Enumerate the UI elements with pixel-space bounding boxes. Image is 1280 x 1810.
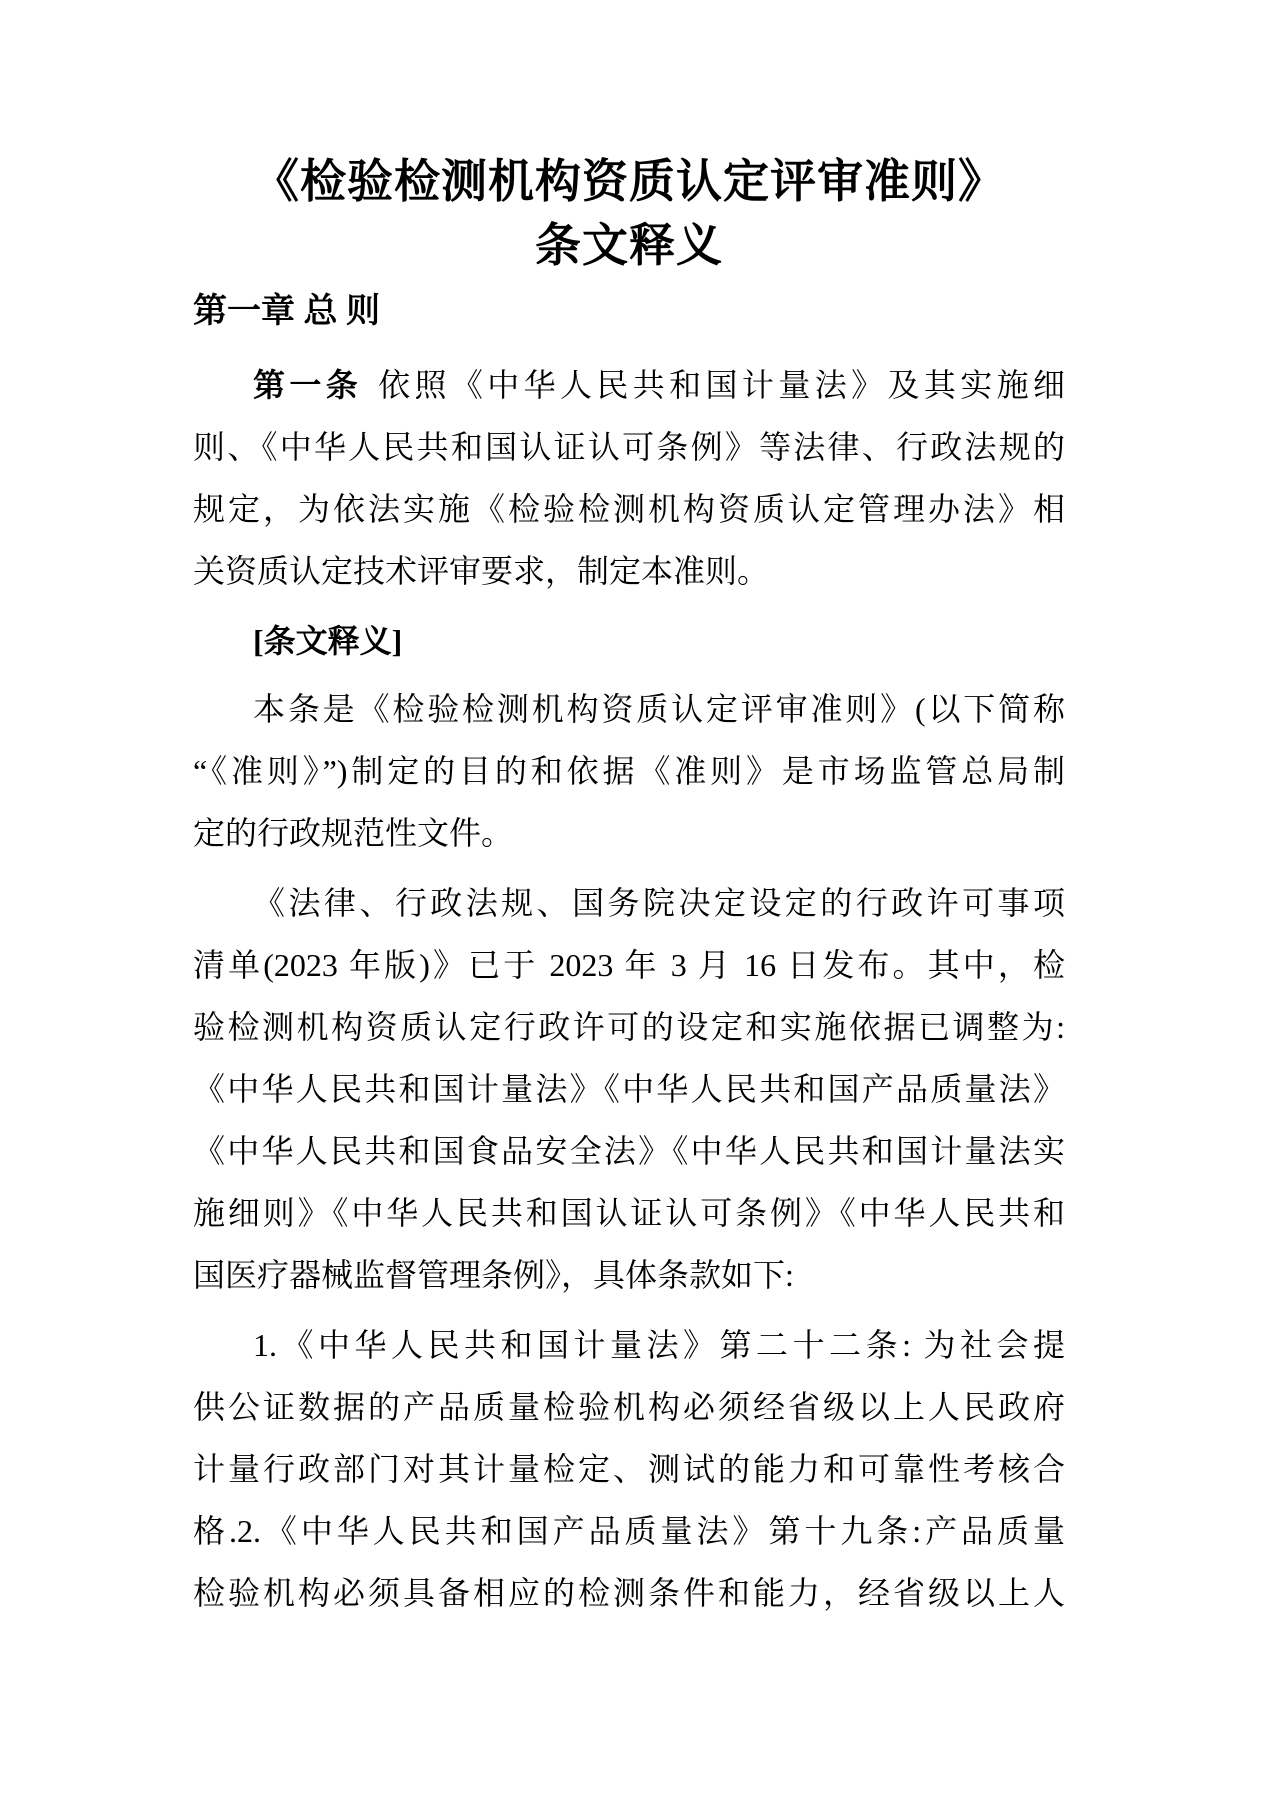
paragraph-specific-clauses (193, 1314, 1065, 1624)
text-line: 计量行政部门对其计量检定、测试的能力和可靠性考核合 (193, 1451, 1065, 1487)
text-line: “《准则》”)制定的目的和依据《准则》是市场监管总局制 (193, 753, 1065, 789)
text-line: 定的行政规范性文件。 (193, 815, 514, 851)
text-line: 本条是《检验检测机构资质认定评审准则》(以下简称 (253, 691, 1065, 727)
chapter-heading: 第一章 总 则 (193, 293, 380, 330)
body-text (193, 354, 1065, 1624)
text-line (193, 354, 1065, 416)
text-line: 则、《中华人民共和国认证认可条例》等法律、行政法规的 (193, 429, 1065, 465)
text-line: 格.2.《中华人民共和国产品质量法》第十九条:产品质量 (193, 1513, 1065, 1549)
paragraph-legal-basis (193, 872, 1065, 1306)
text-line: 检验机构必须具备相应的检测条件和能力，经省级以上人 (193, 1575, 1065, 1611)
text-line: 《中华人民共和国食品安全法》《中华人民共和国计量法实 (193, 1133, 1065, 1169)
document-content (193, 0, 1065, 1632)
text-line: 规定，为依法实施《检验检测机构资质认定管理办法》相 (193, 491, 1065, 527)
text-line: 1.《中华人民共和国计量法》第二十二条: 为社会提 (253, 1327, 1065, 1363)
text-line: 清单(2023 年版)》已于 2023 年 3 月 16 日发布。其中，检 (193, 947, 1065, 983)
document-title-line1: 《检验检测机构资质认定评审准则》 (253, 156, 1005, 207)
text-line: 《中华人民共和国计量法》《中华人民共和国产品质量法》 (193, 1071, 1065, 1107)
paragraph-interpretation (193, 678, 1065, 864)
text-line: 国医疗器械监督管理条例》，具体条款如下: (193, 1257, 794, 1293)
document-title (193, 150, 1065, 278)
paragraph-article-1 (193, 354, 1065, 602)
text-line: 《法律、行政法规、国务院决定设定的行政许可事项 (253, 885, 1065, 921)
article-line-text: 依照《中华人民共和国计量法》及其实施细 (378, 367, 1065, 403)
article-number-label: 第一条 (253, 367, 363, 403)
text-line: 关资质认定技术评审要求，制定本准则。 (193, 553, 770, 589)
text-line: 供公证数据的产品质量检验机构必须经省级以上人民政府 (193, 1389, 1065, 1425)
text-line: 验检测机构资质认定行政许可的设定和实施依据已调整为: (193, 1009, 1065, 1045)
document-title-line2: 条文释义 (535, 220, 723, 271)
text-line: 施细则》《中华人民共和国认证认可条例》《中华人民共和 (193, 1195, 1065, 1231)
interpretation-heading: [条文释义] (253, 623, 403, 659)
